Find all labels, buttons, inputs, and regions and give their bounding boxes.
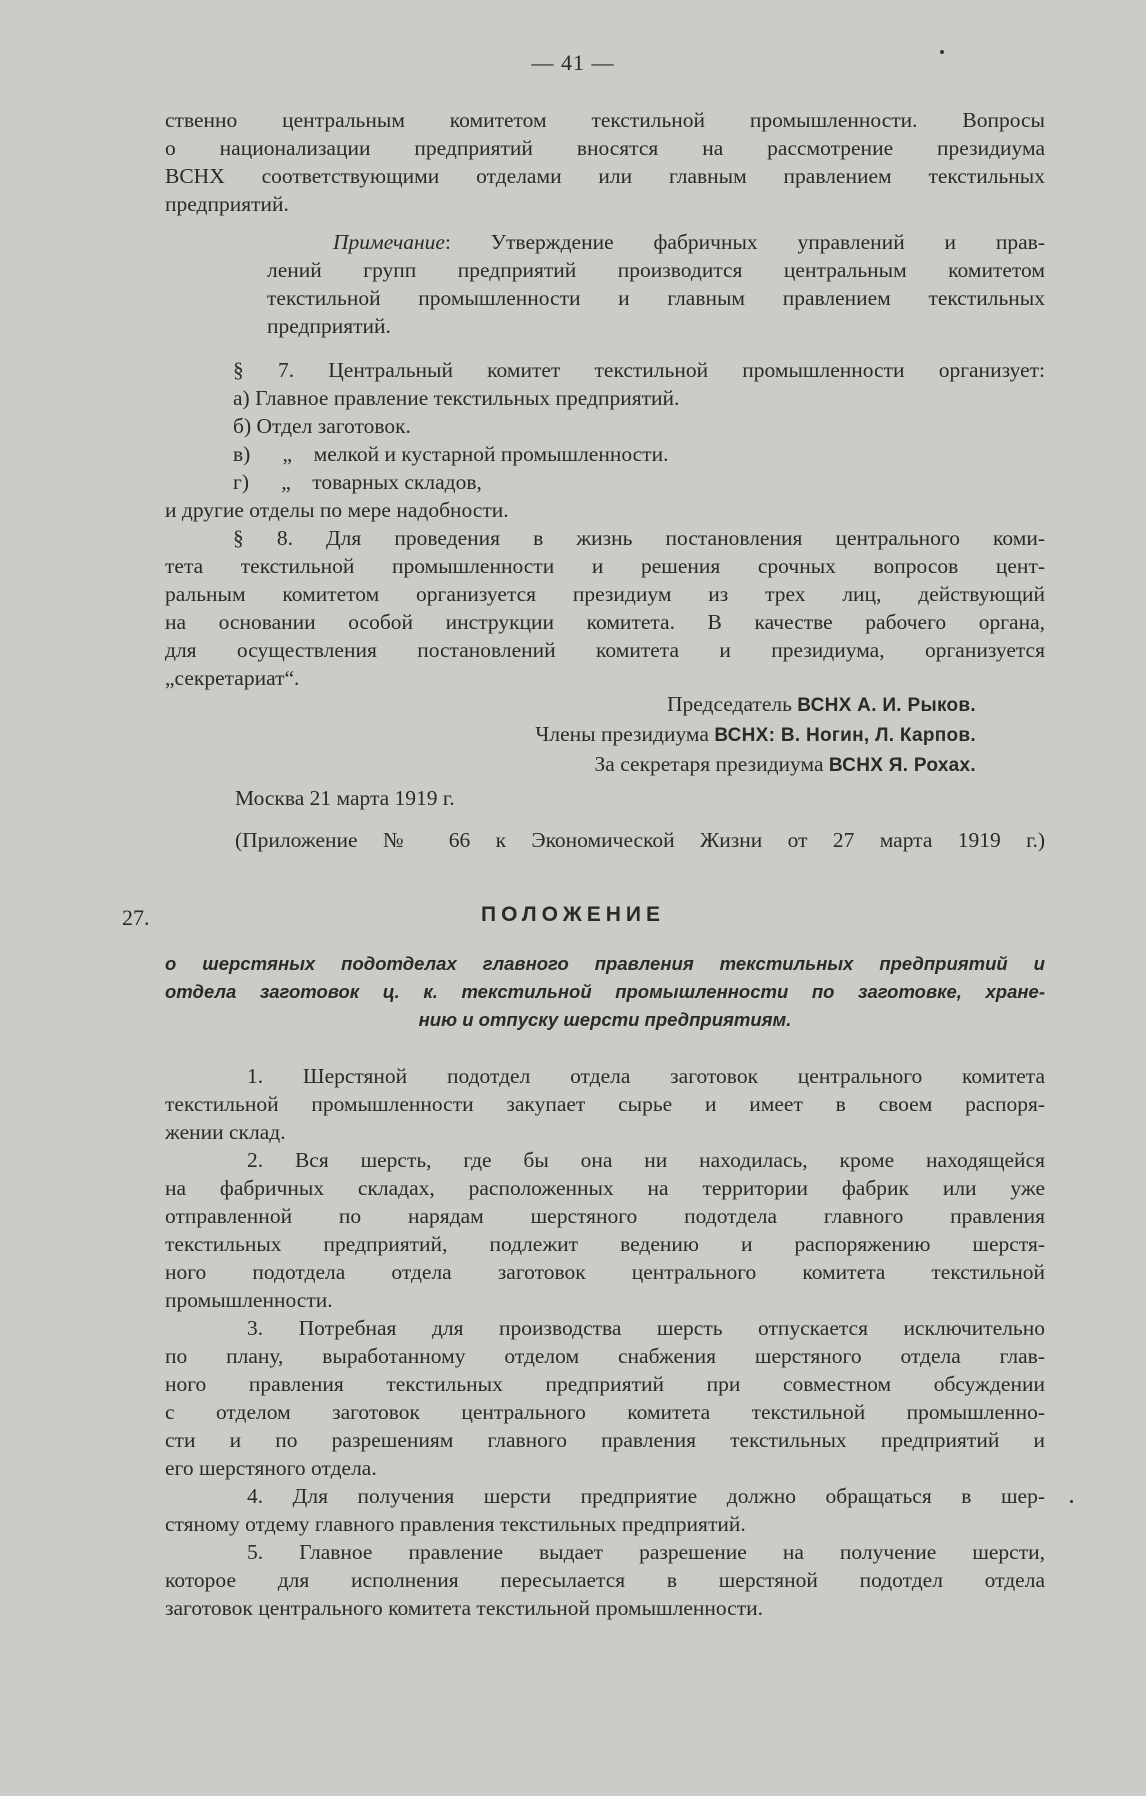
- document-title: ПОЛОЖЕНИЕ: [481, 903, 665, 926]
- text-line: текстильной промышленности закупает сырье и имеет в своем распоря-: [165, 1092, 1045, 1116]
- text-line: ственно центральным комитетом текстильной промышленности. Вопросы: [165, 108, 1045, 132]
- text-line: с отделом заготовок центрального комитета текстильной промышленно-: [165, 1400, 1045, 1424]
- note-first-line: [267, 228, 1045, 256]
- regulation-paragraph-1: [165, 1062, 1045, 1146]
- text-line: стяному отдему главного правления текстильных предприятий.: [165, 1512, 746, 1536]
- text-line: заготовок центрального комитета текстильной промышленности.: [165, 1596, 763, 1620]
- list-item: в) „ мелкой и кустарной промышленности.: [233, 442, 669, 466]
- appendix-reference: (Приложение № 66 к Экономической Жизни от 27 марта 1919 г.): [235, 828, 1045, 852]
- text-line: текстильной промышленности и главным правлением текстильных: [267, 286, 1045, 310]
- regulation-paragraph-5: [165, 1538, 1045, 1622]
- subtitle-line: отдела заготовок ц. к. текстильной промышленности по заготовке, хране-: [165, 981, 1045, 1002]
- text-line: о национализации предприятий вносятся на рассмотрение президиума: [165, 136, 1045, 160]
- signatures: [535, 690, 976, 780]
- ink-speck: [1070, 1500, 1073, 1503]
- text-line: сти и по разрешениям главного правления текстильных предприятий и: [165, 1428, 1045, 1452]
- regulation-paragraph-3: [165, 1314, 1045, 1482]
- text-line: ного подотдела отдела заготовок центрального комитета текстильной: [165, 1260, 1045, 1284]
- text-line: на фабричных складах, расположенных на территории фабрик или уже: [165, 1176, 1045, 1200]
- text-line: которое для исполнения пересылается в шерстяной подотдел отдела: [165, 1568, 1045, 1592]
- subtitle-line: нию и отпуску шерсти предприятиям.: [418, 1009, 792, 1030]
- text-line: 5. Главное правление выдает разрешение на получение шерсти,: [247, 1540, 1045, 1564]
- text-line: ного правления текстильных предприятий при совместном обсуждении: [165, 1372, 1045, 1396]
- signature-secretary: За секретаря президиума ВСНХ Я. Рохах.: [594, 752, 976, 776]
- text-line: 3. Потребная для производства шерсть отпускается исключительно: [247, 1316, 1045, 1340]
- text-line: текстильных предприятий, подлежит ведению и распоряжению шерстя-: [165, 1232, 1045, 1256]
- signature-members: Члены президиума ВСНХ: В. Ногин, Л. Карпов.: [535, 722, 976, 746]
- text-line: 4. Для получения шерсти предприятие должно обращаться в шер-: [247, 1484, 1045, 1508]
- regulation-paragraph-2: [165, 1146, 1045, 1314]
- document-subtitle: [165, 950, 1045, 1034]
- paragraph-8: [165, 524, 1045, 692]
- ink-speck: [940, 50, 944, 54]
- signature-chairman: Председатель ВСНХ А. И. Рыков.: [666, 692, 976, 716]
- list-item: г) „ товарных складов,: [233, 470, 482, 494]
- text-line: „секретариат“.: [165, 666, 300, 690]
- document-number: 27.: [122, 905, 150, 930]
- text-line: для осуществления постановлений комитета и президиума, организуется: [165, 638, 1045, 662]
- text-line: по плану, выработанному отделом снабжения шерстяного отдела глав-: [165, 1344, 1045, 1368]
- text-line: на основании особой инструкции комитета. В качестве рабочего органа,: [165, 610, 1045, 634]
- text-line: предприятий.: [267, 314, 391, 338]
- text-line: 2. Вся шерсть, где бы она ни находилась, кроме находящейся: [247, 1148, 1045, 1172]
- paragraph-7: [165, 356, 1045, 524]
- note-text: : Утверждение фабричных управлений и прав-: [444, 230, 1045, 254]
- note-label: Примечание: [333, 230, 445, 254]
- text-line: жении склад.: [165, 1120, 286, 1144]
- page-number: — 41 —: [531, 50, 615, 75]
- text-line: ральным комитетом организуется президиум из трех лиц, действующий: [165, 582, 1045, 606]
- text-line: отправленной по нарядам шерстяного подотдела главного правления: [165, 1204, 1045, 1228]
- text-line: его шерстяного отдела.: [165, 1456, 377, 1480]
- text-line: и другие отделы по мере надобности.: [165, 498, 509, 522]
- note-block: [267, 228, 1045, 340]
- text-line: лений групп предприятий производится центральным комитетом: [267, 258, 1045, 282]
- subtitle-line: о шерстяных подотделах главного правления текстильных предприятий и: [165, 953, 1045, 974]
- text-line: предприятий.: [165, 192, 289, 216]
- text-line: ВСНХ соответствующими отделами или главным правлением текстильных: [165, 164, 1045, 188]
- text-line: тета текстильной промышленности и решения срочных вопросов цент-: [165, 554, 1045, 578]
- text-line: 1. Шерстяной подотдел отдела заготовок центрального комитета: [247, 1064, 1045, 1088]
- text-line: промышленности.: [165, 1288, 333, 1312]
- text-line: § 7. Центральный комитет текстильной промышленности организует:: [233, 358, 1045, 382]
- date-line: Москва 21 марта 1919 г.: [235, 786, 455, 810]
- list-item: а) Главное правление текстильных предприятий.: [233, 386, 680, 410]
- continuation-paragraph: [165, 106, 1045, 218]
- list-item: б) Отдел заготовок.: [233, 414, 411, 438]
- text-line: § 8. Для проведения в жизнь постановления центрального коми-: [233, 526, 1045, 550]
- regulation-paragraph-4: [165, 1482, 1045, 1538]
